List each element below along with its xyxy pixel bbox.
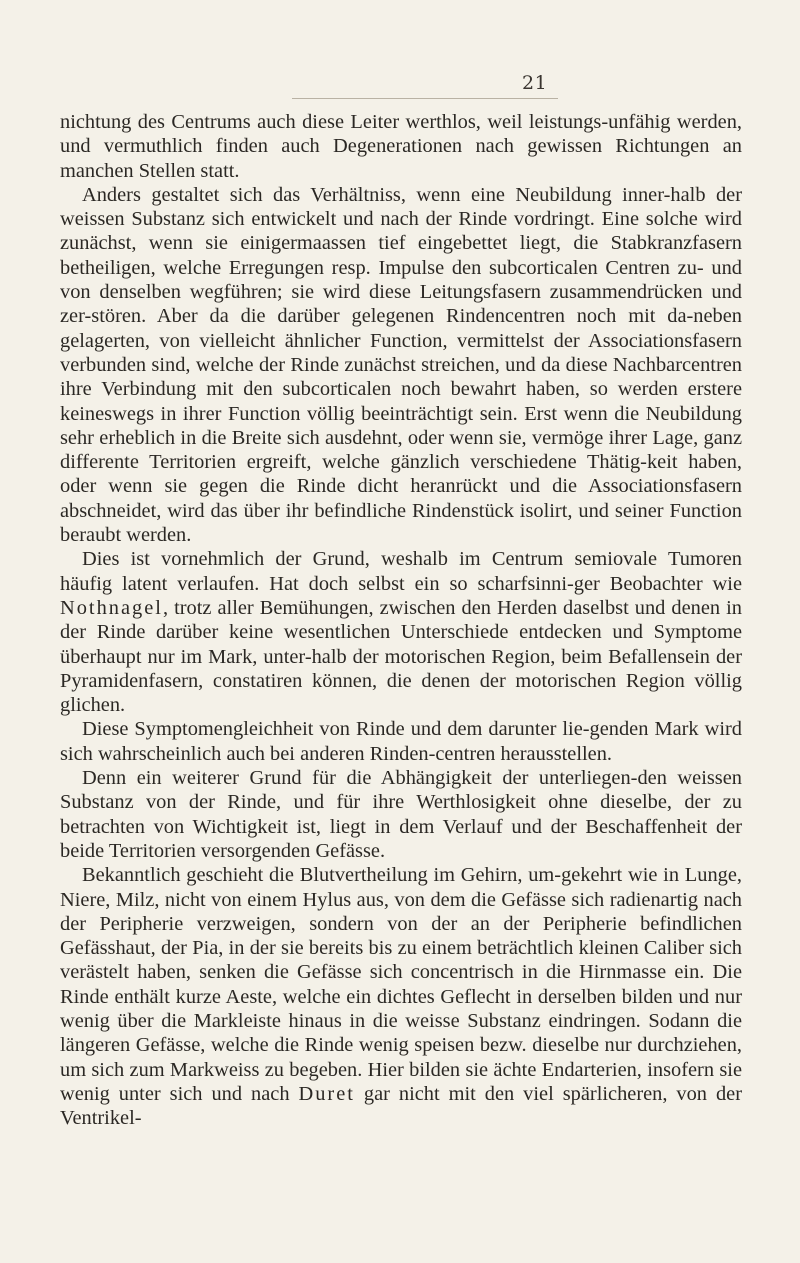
author-name-duret: Duret [298,1082,355,1105]
paragraph-6-text-start: Bekanntlich geschieht die Blutvertheilung im Gehirn, um-gekehrt wie in Lunge, Niere, Milz, nicht von einem Hylus aus, von dem die Gefässe sich radienartig nach der Peripherie verzweigen, sondern von der an der Peripherie befindlichen Gefässhaut, der Pia, in der sie bereits bis zu einem beträchtlich kleinen Caliber sich verästelt haben, senken die Gefässe sich concentrisch in die Hirnmasse ein. Die Rinde enthält kurze Aeste, welche ein dichtes Geflecht in derselben bilden und nur wenig über die Markleiste hinaus in die weisse Substanz eindringen. Sodann die längeren Gefässe, welche die Rinde wenig speisen bezw. dieselbe nur durchziehen, um sich zum Markweiss zu begeben. Hier bilden sie ächte Endarterien, insofern sie wenig unter sich und nach [60,864,742,1105]
author-name-nothnagel: Nothnagel [60,596,163,619]
paragraph-3-text-end: , trotz aller Bemühungen, zwischen den Herden daselbst und denen in der Rinde darüber keine wesentlichen Unterschiede entdecken und Symptome überhaupt nur im Mark, unter-halb der motorischen Region, beim Befallensein der Pyramidenfasern, constatiren können, die denen der motorischen Region völlig glichen. [60,596,742,717]
paragraph-3-text-start: Dies ist vornehmlich der Grund, weshalb im Centrum semiovale Tumoren häufig latent verlaufen. Hat doch selbst ein so scharfsinni-ger Beobachter wie [60,548,742,595]
paragraph-4: Diese Symptomengleichheit von Rinde und dem darunter lie-genden Mark wird sich wahrscheinlich auch bei anderen Rinden-centren herausstellen. [60,718,742,765]
paragraph-6 [60,863,742,1130]
page-number: 21 [522,72,548,94]
header-rule [292,98,558,99]
paragraph-6-text-end: gar nicht mit den viel spärlicheren, von der Ventrikel- [60,1082,743,1130]
paragraph-1: nichtung des Centrums auch diese Leiter werthlos, weil leistungs-unfähig werden, und vermuthlich finden auch Degenerationen nach gewissen Richtungen an manchen Stellen statt. [60,111,742,182]
paragraph-3 [60,547,742,717]
body-text [60,110,742,1130]
paragraph-2: Anders gestaltet sich das Verhältniss, wenn eine Neubildung inner-halb der weissen Substanz sich entwickelt und nach der Rinde vordringt. Eine solche wird zunächst, wenn sie einigermaassen tief eingebettet liegt, die Stabkranzfasern betheiligen, welche Erregungen resp. Impulse den subcorticalen Centren zu- und von denselben wegführen; sie wird diese Leitungsfasern zusammendrücken und zer-stören. Aber da die darüber gelegenen Rindencentren noch mit da-neben gelagerten, von vielleicht ähnlicher Function, vermittelst der Associationsfasern verbunden sind, welche der Rinde zunächst streichen, und da diese Nachbarcentren ihre Verbindung mit den subcorticalen noch bewahrt haben, so werden erstere keineswegs in ihrer Function völlig beeinträchtigt sein. Erst wenn die Neubildung sehr erheblich in die Breite sich ausdehnt, oder wenn sie, vermöge ihrer Lage, ganz differente Territorien ergreift, welche gänzlich verschiedene Thätig-keit haben, oder wenn sie gegen die Rinde dicht heranrückt und die Associationsfasern abschneidet, wird das über ihr befindliche Rindenstück isolirt, und seiner Function beraubt werden. [60,183,742,547]
paragraph-5: Denn ein weiterer Grund für die Abhängigkeit der unterliegen-den weissen Substanz von der Rinde, und für ihre Werthlosigkeit ohne dieselbe, der zu betrachten von Wichtigkeit ist, liegt in dem Verlauf und der Beschaffenheit der beide Territorien versorgenden Gefässe. [60,767,742,862]
